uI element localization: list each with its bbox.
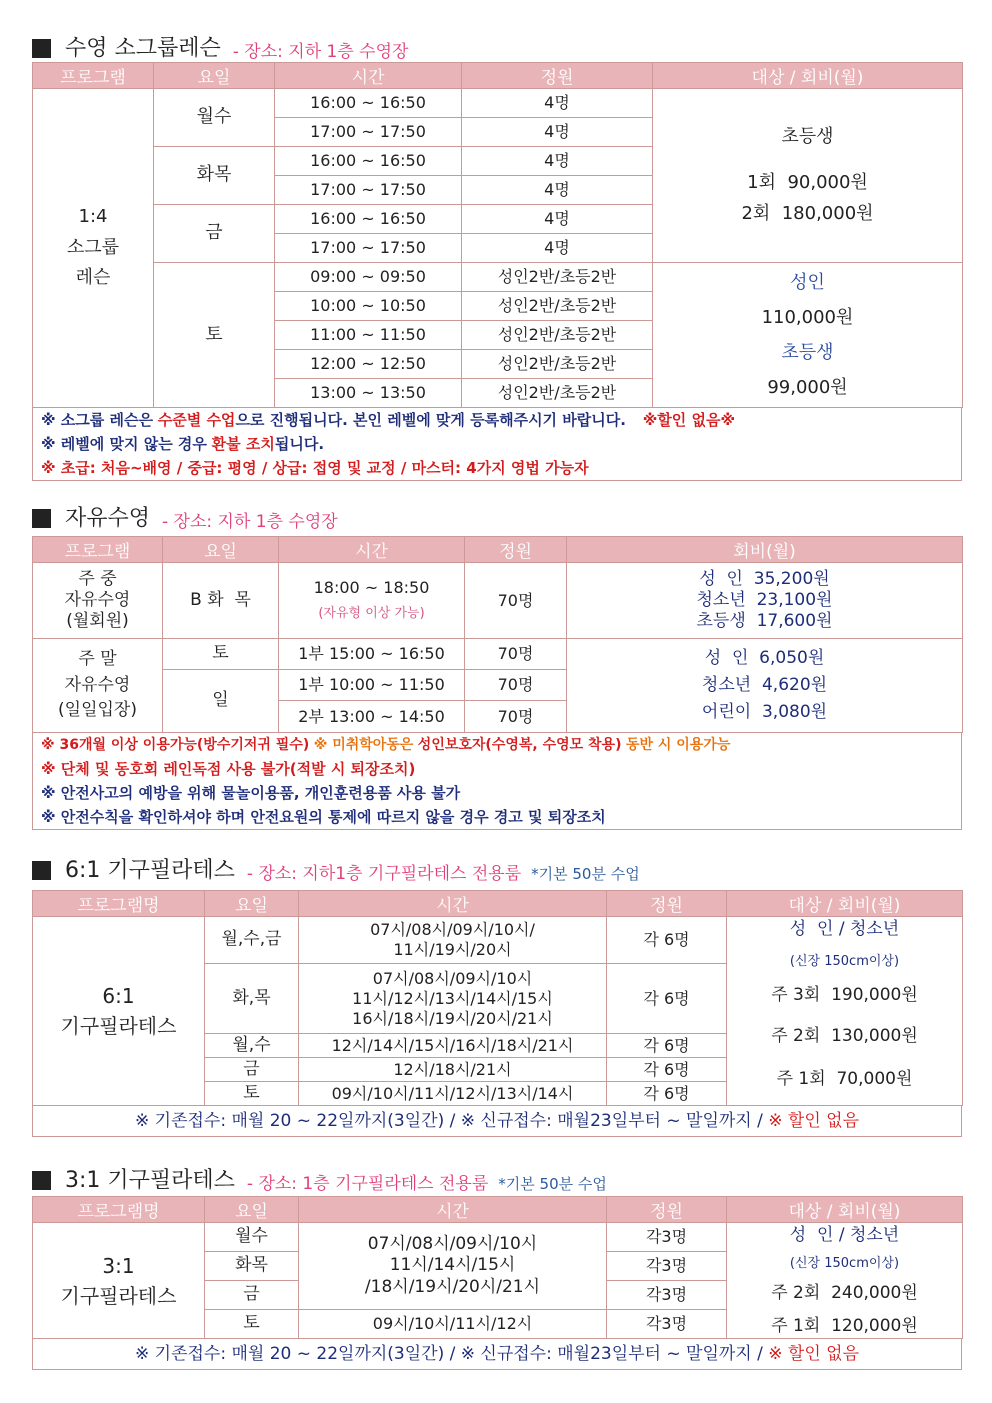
note-text: 동반 시 이용가능 [625, 737, 731, 753]
day-cell: 월,수,금 [205, 917, 299, 964]
location-text: - 장소: 지하 1층 수영장 [162, 512, 338, 532]
time-cell [279, 563, 465, 639]
section-pilates-3to1 [32, 1160, 962, 1370]
time-line: 07시/08시/09시/10시/ [370, 920, 535, 939]
capacity-cell: 성인2반/초등2반 [462, 321, 653, 350]
note-text: 됩니다. [274, 435, 325, 453]
day-cell: 토 [154, 263, 275, 408]
class-length-note: *기본 50분 수업 [531, 865, 640, 883]
header-cell: 정원 [607, 1197, 727, 1223]
time-cell: 09시/10시/11시/12시/13시/14시 [299, 1082, 607, 1106]
section-free-swim [32, 498, 962, 830]
program-line: 레슨 [75, 267, 111, 289]
program-cell [33, 639, 163, 733]
fee-saturday-cell [653, 263, 963, 408]
header-cell: 프로그램명 [33, 891, 205, 917]
header-cell: 회비(월) [567, 537, 963, 563]
title-text: 수영 소그룹레슨 [65, 36, 221, 61]
notes-box [32, 408, 962, 481]
time-cell: 1부 15:00 ~ 16:50 [279, 639, 465, 670]
fee-line: 110,000원 [761, 306, 854, 328]
fee-line: 성 인 35,200원 [699, 568, 830, 589]
day-cell: 화목 [205, 1252, 299, 1281]
note-highlight: ※ 36개월 이상 이용가능(방수기저귀 필수) [41, 737, 310, 753]
day-cell: 화,목 [205, 964, 299, 1034]
square-bullet-icon [32, 861, 51, 880]
time-cell [299, 1223, 607, 1310]
section-swim-lesson [32, 28, 962, 481]
day-cell: 토 [163, 639, 279, 670]
square-bullet-icon [32, 39, 51, 58]
capacity-cell: 70명 [465, 701, 567, 733]
pilates-3to1-table [32, 1196, 963, 1339]
day-cell: 토 [205, 1310, 299, 1339]
time-line: 16시/18시/19시/20시/21시 [352, 1008, 553, 1028]
time-cell: 13:00 ~ 13:50 [275, 379, 462, 408]
time-cell: 16:00 ~ 16:50 [275, 89, 462, 118]
program-line: 6:1 [102, 984, 135, 1008]
fee-cell [567, 639, 963, 733]
fee-target: 성 인 / 청소년 [789, 919, 900, 939]
section-title [32, 850, 962, 884]
program-cell [33, 89, 154, 408]
fee-target: 성 인 / 청소년 [789, 1225, 900, 1245]
no-discount-text: ※ 할인 없음 [768, 1344, 859, 1364]
time-cell: 12시/18시/21시 [299, 1058, 607, 1082]
time-text: 18:00 ~ 18:50 [313, 578, 430, 598]
time-cell: 2부 13:00 ~ 14:50 [279, 701, 465, 733]
time-cell: 17:00 ~ 17:50 [275, 176, 462, 205]
capacity-cell: 4명 [462, 234, 653, 263]
fee-cell [727, 917, 963, 1106]
capacity-cell: 각3명 [607, 1310, 727, 1339]
header-cell: 요일 [163, 537, 279, 563]
capacity-cell: 성인2반/초등2반 [462, 350, 653, 379]
header-cell: 시간 [299, 1197, 607, 1223]
program-line: 자유수영 [64, 674, 131, 695]
time-line: 07시/08시/09시/10시 [367, 1234, 538, 1255]
fee-line: 청소년 4,620원 [701, 674, 828, 695]
capacity-cell: 4명 [462, 89, 653, 118]
fee-line: 1회 90,000원 [747, 172, 868, 194]
fee-line: 청소년 23,100원 [696, 589, 833, 610]
capacity-cell: 4명 [462, 176, 653, 205]
day-cell: 금 [205, 1058, 299, 1082]
fee-cell [567, 563, 963, 639]
fee-line: 주 1회 70,000원 [776, 1069, 913, 1089]
time-cell: 16:00 ~ 16:50 [275, 205, 462, 234]
location-text: - 장소: 지하1층 기구필라테스 전용룸 [246, 864, 522, 884]
day-cell: 금 [205, 1281, 299, 1310]
notes-box [32, 733, 962, 830]
program-line: (월회원) [66, 611, 129, 632]
note-text: ※ 소그룹 레슨은 [41, 411, 153, 429]
fee-height: (신장 150cm이상) [789, 954, 900, 970]
registration-footer [32, 1106, 962, 1137]
capacity-cell: 각3명 [607, 1223, 727, 1252]
capacity-cell: 70명 [465, 639, 567, 670]
note-highlight: 환불 조치 [211, 435, 275, 453]
header-cell: 정원 [465, 537, 567, 563]
header-cell: 프로그램 [33, 537, 163, 563]
capacity-cell: 각 6명 [607, 964, 727, 1034]
program-line: 기구필라테스 [60, 1283, 177, 1308]
program-line: 주 말 [78, 649, 117, 670]
capacity-cell: 각 6명 [607, 1082, 727, 1106]
day-cell: 화목 [154, 147, 275, 205]
time-line: 11시/14시/15시 [389, 1255, 516, 1276]
time-cell: 12:00 ~ 12:50 [275, 350, 462, 379]
day-cell: 월수 [154, 89, 275, 147]
fee-line: 성 인 6,050원 [704, 647, 825, 668]
time-line: 11시/12시/13시/14시/15시 [352, 988, 553, 1008]
header-cell: 정원 [462, 63, 653, 89]
note-line [33, 432, 961, 456]
capacity-cell: 성인2반/초등2반 [462, 292, 653, 321]
time-cell: 16:00 ~ 16:50 [275, 147, 462, 176]
section-pilates-6to1 [32, 850, 962, 1137]
program-cell [33, 563, 163, 639]
time-cell: 11:00 ~ 11:50 [275, 321, 462, 350]
capacity-cell: 각 6명 [607, 917, 727, 964]
fee-line: 99,000원 [767, 377, 848, 399]
time-note: (자유형 이상 가능) [318, 606, 425, 622]
note-line [33, 408, 961, 432]
time-cell: 10:00 ~ 10:50 [275, 292, 462, 321]
note-highlight: 수준별 수업 [157, 411, 236, 429]
location-text: - 장소: 1층 기구필라테스 전용룸 [246, 1174, 489, 1194]
header-cell: 요일 [205, 1197, 299, 1223]
note-line: ※ 초급: 처음~배영 / 중급: 평영 / 상급: 접영 및 교정 / 마스터: 4가지 영법 가능자 [41, 459, 589, 477]
note-highlight: ※할인 없음※ [642, 411, 736, 429]
header-cell: 대상 / 회비(월) [727, 891, 963, 917]
header-cell: 시간 [279, 537, 465, 563]
note-text: 으로 진행됩니다. 본인 레벨에 맞게 등록해주시기 바랍니다. [235, 411, 626, 429]
fee-line: 초등생 17,600원 [696, 611, 833, 632]
header-cell: 정원 [607, 891, 727, 917]
time-line: 07시/08시/09시/10시 [372, 968, 533, 988]
fee-line: 어린이 3,080원 [701, 702, 828, 723]
section-title [32, 28, 962, 62]
pilates-6to1-table [32, 890, 963, 1106]
fee-height: (신장 150cm이상) [789, 1256, 900, 1272]
fee-line: 주 2회 130,000원 [771, 1025, 918, 1046]
day-cell: 일 [163, 670, 279, 733]
time-line: /18시/19시/20시/21시 [364, 1276, 541, 1297]
note-text: ※ 레벨에 맞지 않는 경우 [41, 435, 207, 453]
location-text: - 장소: 지하 1층 수영장 [232, 42, 409, 62]
time-cell: 1부 10:00 ~ 11:50 [279, 670, 465, 701]
note-line: ※ 단체 및 동호회 레인독점 사용 불가(적발 시 퇴장조치) [41, 760, 416, 778]
capacity-cell: 성인2반/초등2반 [462, 263, 653, 292]
header-cell: 시간 [275, 63, 462, 89]
header-cell: 시간 [299, 891, 607, 917]
capacity-cell: 각3명 [607, 1252, 727, 1281]
note-line: ※ 안전사고의 예방을 위해 물놀이용품, 개인훈련용품 사용 불가 [41, 784, 461, 802]
header-cell: 프로그램 [33, 63, 154, 89]
fee-line: 주 1회 120,000원 [771, 1315, 918, 1336]
capacity-cell: 4명 [462, 147, 653, 176]
day-cell: 월,수 [205, 1034, 299, 1058]
class-length-note: *기본 50분 수업 [498, 1175, 607, 1193]
day-cell: B 화 목 [163, 563, 279, 639]
note-line [33, 733, 961, 757]
time-line: 11시/19시/20시 [393, 940, 512, 959]
fee-line: 주 3회 190,000원 [771, 984, 918, 1005]
time-cell: 12시/14시/15시/16시/18시/21시 [299, 1034, 607, 1058]
fee-weekday-cell [653, 89, 963, 263]
time-cell: 09:00 ~ 09:50 [275, 263, 462, 292]
time-cell [299, 964, 607, 1034]
fee-target: 초등생 [781, 342, 834, 363]
fee-cell [727, 1223, 963, 1339]
capacity-cell: 성인2반/초등2반 [462, 379, 653, 408]
lesson-table [32, 62, 963, 408]
program-cell [33, 917, 205, 1106]
time-cell: 09시/10시/11시/12시 [299, 1310, 607, 1339]
program-line: (일일입장) [58, 700, 137, 721]
fee-target: 성인 [790, 271, 825, 293]
header-cell: 요일 [205, 891, 299, 917]
note-line: ※ 안전수칙을 확인하셔야 하며 안전요원의 통제에 따르지 않을 경우 경고 및 퇴장조치 [41, 808, 606, 826]
capacity-cell: 각3명 [607, 1281, 727, 1310]
capacity-cell: 70명 [465, 563, 567, 639]
free-swim-table [32, 536, 963, 733]
capacity-cell: 4명 [462, 205, 653, 234]
section-title [32, 1160, 962, 1194]
registration-text: ※ 기존접수: 매월 20 ~ 22일까지(3일간) / ※ 신규접수: 매월23일부터 ~ 말일까지 / [135, 1344, 763, 1364]
note-highlight: 성인보호자(수영복, 수영모 착용) [417, 737, 622, 753]
program-line: 자유수영 [64, 589, 131, 610]
capacity-cell: 4명 [462, 118, 653, 147]
program-line: 기구필라테스 [60, 1014, 177, 1038]
time-cell: 17:00 ~ 17:50 [275, 118, 462, 147]
header-cell: 대상 / 회비(월) [653, 63, 963, 89]
registration-text: ※ 기존접수: 매월 20 ~ 22일까지(3일간) / ※ 신규접수: 매월23일부터 ~ 말일까지 / [135, 1111, 763, 1131]
time-cell [299, 917, 607, 964]
title-text: 6:1 기구필라테스 [65, 858, 235, 883]
program-line: 소그룹 [66, 236, 120, 258]
day-cell: 토 [205, 1082, 299, 1106]
day-cell: 금 [154, 205, 275, 263]
title-text: 자유수영 [65, 506, 151, 531]
day-cell: 월수 [205, 1223, 299, 1252]
capacity-cell: 각 6명 [607, 1058, 727, 1082]
fee-target: 초등생 [781, 125, 834, 147]
program-line: 1:4 [78, 206, 108, 228]
no-discount-text: ※ 할인 없음 [768, 1111, 859, 1131]
registration-footer [32, 1339, 962, 1370]
square-bullet-icon [32, 1171, 51, 1190]
header-cell: 대상 / 회비(월) [727, 1197, 963, 1223]
time-cell: 17:00 ~ 17:50 [275, 234, 462, 263]
header-cell: 요일 [154, 63, 275, 89]
section-title [32, 498, 962, 532]
program-line: 3:1 [102, 1253, 135, 1278]
program-line: 주 중 [78, 568, 117, 589]
header-cell: 프로그램명 [33, 1197, 205, 1223]
note-text: ※ 미취학아동은 [313, 737, 414, 753]
capacity-cell: 각 6명 [607, 1034, 727, 1058]
program-cell [33, 1223, 205, 1339]
capacity-cell: 70명 [465, 670, 567, 701]
fee-line: 주 2회 240,000원 [771, 1282, 918, 1303]
square-bullet-icon [32, 509, 51, 528]
title-text: 3:1 기구필라테스 [65, 1168, 235, 1193]
fee-line: 2회 180,000원 [741, 202, 874, 224]
